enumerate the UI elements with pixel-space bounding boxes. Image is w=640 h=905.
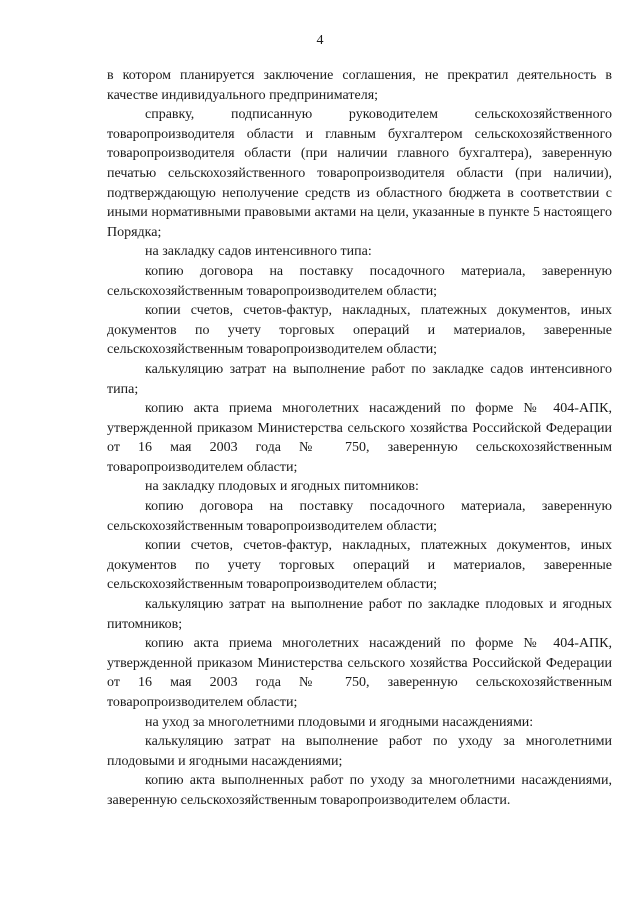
paragraph: копию акта выполненных работ по уходу за многолетними насаждениями, заверенную сельскохозяйственным товаропроизводителем области. (107, 773, 612, 808)
paragraph: копию акта приема многолетних насаждений по форме № 404-АПК, утвержденной приказом Министерства сельского хозяйства Российской Федерации от 16 мая 2003 года № 750, заверенную сельскохозяйственным товаропроизводителем области; (107, 636, 612, 710)
paragraph: калькуляцию затрат на выполнение работ по закладке плодовых и ягодных питомников; (107, 597, 612, 632)
paragraph: копию акта приема многолетних насаждений по форме № 404-АПК, утвержденной приказом Министерства сельского хозяйства Российской Федерации от 16 мая 2003 года № 750, заверенную сельскохозяйственным товаропроизводителем области; (107, 401, 612, 475)
paragraph: справку, подписанную руководителем сельскохозяйственного товаропроизводителя области и главным бухгалтером сельскохозяйственного товаропроизводителя области (при наличии главного бухгалтера), заверенную печатью сельскохозяйственного товаропроизводителя области (при наличии), подтверждающую неполучение средств из областного бюджета в соответствии с иными нормативными правовыми актами на цели, указанные в пункте 5 настоящего Порядка; (107, 107, 612, 240)
paragraph: копии счетов, счетов-фактур, накладных, платежных документов, иных документов по учету торговых операций и материалов, заверенные сельскохозяйственным товаропроизводителем области; (107, 303, 612, 358)
section-heading: на закладку плодовых и ягодных питомников: (145, 479, 419, 495)
document-body (107, 66, 612, 811)
paragraph: калькуляцию затрат на выполнение работ по уходу за многолетними плодовыми и ягодными насаждениями; (107, 734, 612, 769)
page-number: 4 (316, 33, 324, 48)
paragraph: копию договора на поставку посадочного материала, заверенную сельскохозяйственным товаропроизводителем области; (107, 263, 612, 299)
paragraph: копию договора на поставку посадочного материала, заверенную сельскохозяйственным товаропроизводителем области; (107, 499, 612, 534)
section-heading: на уход за многолетними плодовыми и ягодными насаждениями: (145, 714, 534, 730)
paragraph: копии счетов, счетов-фактур, накладных, платежных документов, иных документов по учету торговых операций и материалов, заверенные сельскохозяйственным товаропроизводителем области; (107, 538, 612, 593)
paragraph: калькуляцию затрат на выполнение работ по закладке садов интенсивного типа; (107, 361, 612, 397)
paragraph: в котором планируется заключение соглашения, не прекратил деятельность в качестве индивидуального предпринимателя; (107, 68, 612, 103)
section-heading: на закладку садов интенсивного типа: (145, 244, 372, 260)
